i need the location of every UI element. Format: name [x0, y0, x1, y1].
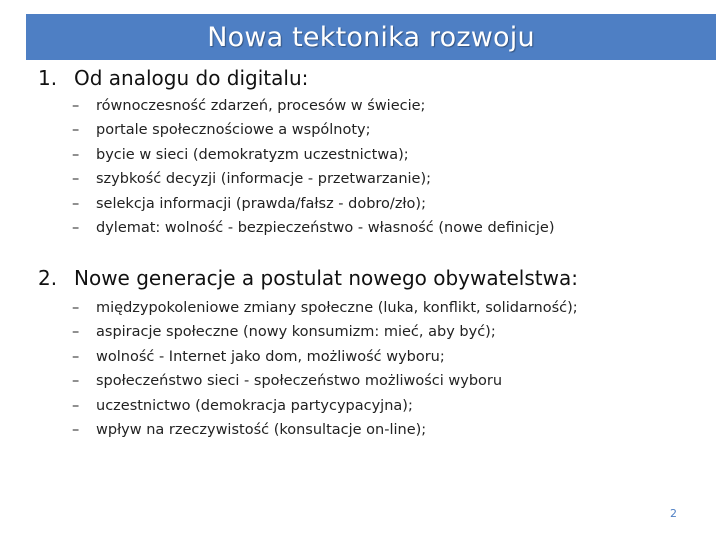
bullet-dash: –	[72, 324, 80, 341]
list-item: – wolność - Internet jako dom, możliwość wyboru;	[72, 345, 578, 369]
section-heading-2	[38, 266, 578, 290]
list-item: – wpływ na rzeczywistość (konsultacje on-line);	[72, 418, 578, 442]
section-1-list	[72, 94, 555, 240]
bullet-dash: –	[72, 122, 80, 139]
list-item: – międzypokoleniowe zmiany społeczne (luka, konflikt, solidarność);	[72, 296, 578, 320]
list-item: – społeczeństwo sieci - społeczeństwo możliwości wyboru	[72, 369, 578, 393]
section-2-list	[72, 296, 578, 442]
bullet-dash: –	[72, 98, 80, 114]
section-number-2: 2.	[38, 266, 58, 290]
bullet-dash: –	[72, 348, 80, 365]
bullet-dash: –	[72, 195, 80, 212]
bullet-dash: –	[72, 171, 80, 188]
section-heading-text-2: Nowe generacje a postulat nowego obywatelstwa:	[74, 266, 578, 290]
list-item: – portale społecznościowe a wspólnoty;	[72, 118, 555, 142]
list-item: – równoczesność zdarzeń, procesów w świecie;	[72, 94, 555, 118]
list-item: – bycie w sieci (demokratyzm uczestnictwa);	[72, 143, 555, 167]
list-item: – selekcja informacji (prawda/fałsz - dobro/zło);	[72, 192, 555, 216]
list-item: – aspiracje społeczne (nowy konsumizm: mieć, aby być);	[72, 320, 578, 344]
bullet-dash: –	[72, 300, 80, 316]
bullet-dash: –	[72, 373, 80, 390]
list-item: – uczestnictwo (demokracja partycypacyjna);	[72, 394, 578, 418]
list-item: – dylemat: wolność - bezpieczeństwo - własność (nowe definicje)	[72, 216, 555, 240]
bullet-dash: –	[72, 146, 80, 163]
bullet-dash: –	[72, 397, 80, 414]
section-heading-1	[38, 66, 308, 90]
bullet-dash: –	[72, 421, 80, 438]
section-number-1: 1.	[38, 66, 58, 90]
title-bar	[26, 14, 716, 60]
page-number: 2	[670, 507, 677, 520]
list-item: – szybkość decyzji (informacje - przetwarzanie);	[72, 167, 555, 191]
bullet-dash: –	[72, 219, 80, 236]
section-heading-text-1: Od analogu do digitalu:	[74, 66, 309, 90]
slide-title: Nowa tektonika rozwoju	[207, 22, 535, 53]
